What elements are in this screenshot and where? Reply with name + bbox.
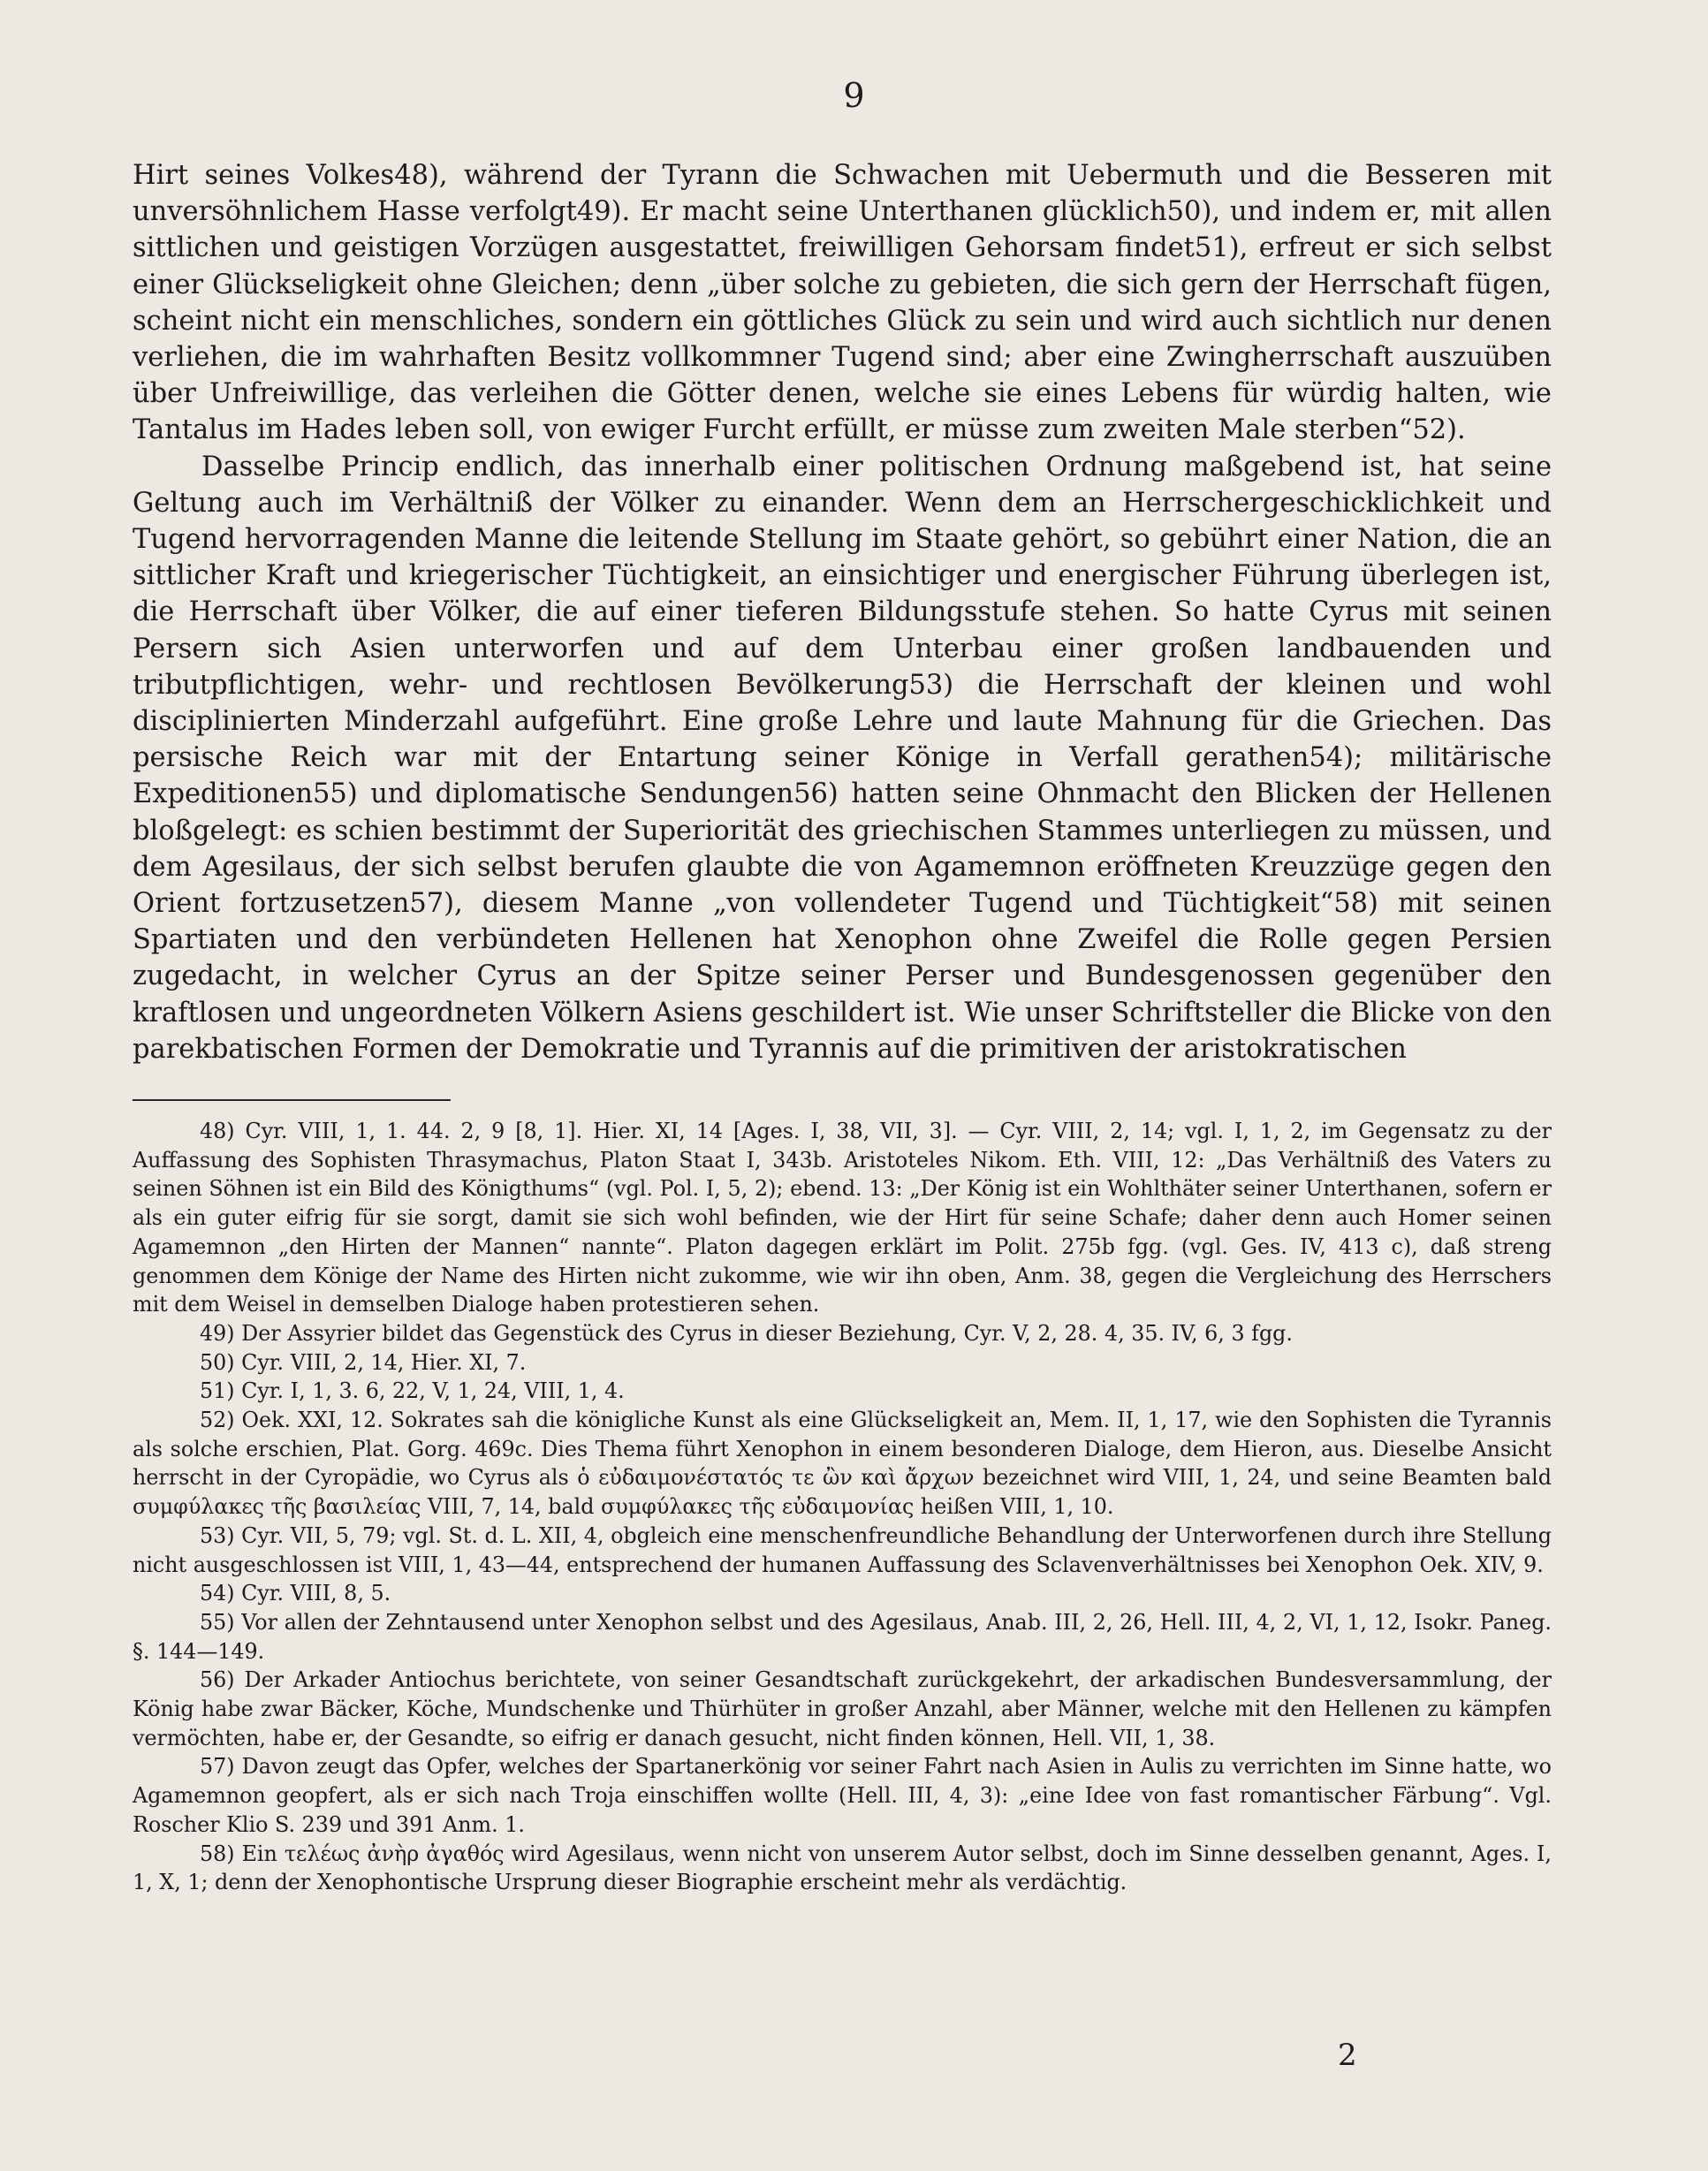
footnote-48: 48) Cyr. VIII, 1, 1. 44. 2, 9 [8, 1]. Hier. XI, 14 [Ages. I, 38, VII, 3]. — Cyr. VIII, 2, 14; vgl. I, 1, 2, im Gegensatz zu der Auffassung des Sophisten Thrasymachus, Platon Staat I, 343b. Aristoteles Nikom. Eth. VIII, 12: „Das Verhältniß des Vaters zu seinen Söhnen ist ein Bild des Königthums“ (vgl. Pol. I, 5, 2); ebend. 13: „Der König ist ein Wohlthäter seiner Unterthanen, sofern er als ein guter eifrig für sie sorgt, damit sie sich wohl befinden, wie der Hirt für seine Schafe; daher denn auch Homer seinen Agamemnon „den Hirten der Mannen“ nannte“. Platon dagegen erklärt im Polit. 275b fgg. (vgl. Ges. IV, 413 c), daß streng genommen dem Könige der Name des Hirten nicht zukomme, wie wir ihn oben, Anm. 38, gegen die Vergleichung des Herrschers mit dem Weisel in demselben Dialoge haben protestieren sehen.: [133, 1119, 1552, 1317]
footnote-53: 53) Cyr. VII, 5, 79; vgl. St. d. L. XII, 4, obgleich eine menschenfreundliche Behandlung der Unterworfenen durch ihre Stellung nicht ausgeschlossen ist VIII, 1, 43—44, entsprechend der humanen Auffassung des Sclavenverhältnisses bei Xenophon Oek. XIV, 9.: [133, 1522, 1552, 1577]
footnote-58: 58) Ein τελέως ἀνὴρ ἀγαθός wird Agesilaus, wenn nicht von unserem Autor selbst, doch im Sinne desselben genannt, Ages. I, 1, X, 1; denn der Xenophontische Ursprung dieser Biographie erscheint mehr als verdächtig.: [133, 1841, 1552, 1895]
main-text: [133, 157, 1552, 1067]
footnotes: [133, 1117, 1552, 1897]
footnote-57: 57) Davon zeugt das Opfer, welches der Spartanerkönig vor seiner Fahrt nach Asien in Aulis zu verrichten im Sinne hatte, wo Agamemnon geopfert, als er sich nach Troja einschiffen wollte (Hell. III, 4, 3): „eine Idee von fast romantischer Färbung“. Vgl. Roscher Klio S. 239 und 391 Anm. 1.: [133, 1754, 1552, 1837]
paragraph: Dasselbe Princip endlich, das innerhalb einer politischen Ordnung maßgebend ist, hat seine Geltung auch im Verhältniß der Völker zu einander. Wenn dem an Herrschergeschicklichkeit und Tugend hervorragenden Manne die leitende Stellung im Staate gehört, so gebührt einer Nation, die an sittlicher Kraft und kriegerischer Tüchtigkeit, an einsichtiger und energischer Führung überlegen ist, die Herrschaft über Völker, die auf einer tieferen Bildungsstufe stehen. So hatte Cyrus mit seinen Persern sich Asien unterworfen und auf dem Unterbau einer großen landbauenden und tributpflichtigen, wehr- und rechtlosen Bevölkerung53) die Herrschaft der kleinen und wohl disciplinierten Minderzahl aufgeführt. Eine große Lehre und laute Mahnung für die Griechen. Das persische Reich war mit der Entartung seiner Könige in Verfall gerathen54); militärische Expeditionen55) und diplomatische Sendungen56) hatten seine Ohnmacht den Blicken der Hellenen bloßgelegt: es schien bestimmt der Superiorität des griechischen Stammes unterliegen zu müssen, und dem Agesilaus, der sich selbst berufen glaubte die von Agamemnon eröffneten Kreuzzüge gegen den Orient fortzusetzen57), diesem Manne „von vollendeter Tugend und Tüchtigkeit“58) mit seinen Spartiaten und den verbündeten Hellenen hat Xenophon ohne Zweifel die Rolle gegen Persien zugedacht, in welcher Cyrus an der Spitze seiner Perser und Bundesgenossen gegenüber den kraftlosen und ungeordneten Völkern Asiens geschildert ist. Wie unser Schriftsteller die Blicke von den parekbatischen Formen der Demokratie und Tyrannis auf die primitiven der aristokratischen: [133, 451, 1552, 1065]
footnote-50: 50) Cyr. VIII, 2, 14, Hier. XI, 7.: [200, 1349, 527, 1375]
footnote-divider: [133, 1099, 451, 1101]
footnote-49: 49) Der Assyrier bildet das Gegenstück des Cyrus in dieser Beziehung, Cyr. V, 2, 28. 4, 35. IV, 6, 3 fgg.: [200, 1320, 1293, 1346]
paragraph: Hirt seines Volkes48), während der Tyrann die Schwachen mit Uebermuth und die Besseren mit unversöhnlichem Hasse verfolgt49). Er macht seine Unterthanen glücklich50), und indem er, mit allen sittlichen und geistigen Vorzügen ausgestattet, freiwilligen Gehorsam findet51), erfreut er sich selbst einer Glückseligkeit ohne Gleichen; denn „über solche zu gebieten, die sich gern der Herrschaft fügen, scheint nicht ein menschliches, sondern ein göttliches Glück zu sein und wird auch sichtlich nur denen verliehen, die im wahrhaften Besitz vollkommner Tugend sind; aber eine Zwingherrschaft auszuüben über Unfreiwillige, das verleihen die Götter denen, welche sie eines Lebens für würdig halten, wie Tantalus im Hades leben soll, von ewiger Furcht erfüllt, er müsse zum zweiten Male sterben“52).: [133, 160, 1552, 446]
page-number: 9: [843, 76, 865, 115]
signature-mark: 2: [1338, 2038, 1357, 2073]
footnote-55: 55) Vor allen der Zehntausend unter Xenophon selbst und des Agesilaus, Anab. III, 2, 26, Hell. III, 4, 2, VI, 1, 12, Isokr. Paneg. §. 144—149.: [133, 1609, 1552, 1664]
footnote-56: 56) Der Arkader Antiochus berichtete, von seiner Gesandtschaft zurückgekehrt, der arkadischen Bundesversammlung, der König habe zwar Bäcker, Köche, Mundschenke und Thürhüter in großer Anzahl, aber Männer, welche mit den Hellenen zu kämpfen vermöchten, habe er, der Gesandte, so eifrig er danach gesucht, nicht finden können, Hell. VII, 1, 38.: [133, 1667, 1552, 1750]
footnote-54: 54) Cyr. VIII, 8, 5.: [200, 1581, 391, 1606]
footnote-52: 52) Oek. XXI, 12. Sokrates sah die königliche Kunst als eine Glückseligkeit an, Mem. II, 1, 17, wie den Sophisten die Tyrannis als solche erschien, Plat. Gorg. 469c. Dies Thema führt Xenophon in einem besonderen Dialoge, dem Hieron, aus. Dieselbe Ansicht herrscht in der Cyropädie, wo Cyrus als ὁ εὐδαιμονέστατός τε ὢν καὶ ἄρχων bezeichnet wird VIII, 1, 24, und seine Beamten bald συμφύλακες τῆς βασιλείας VIII, 7, 14, bald συμφύλακες τῆς εὐδαιμονίας heißen VIII, 1, 10.: [133, 1408, 1552, 1520]
footnote-51: 51) Cyr. I, 1, 3. 6, 22, V, 1, 24, VIII, 1, 4.: [200, 1378, 625, 1404]
